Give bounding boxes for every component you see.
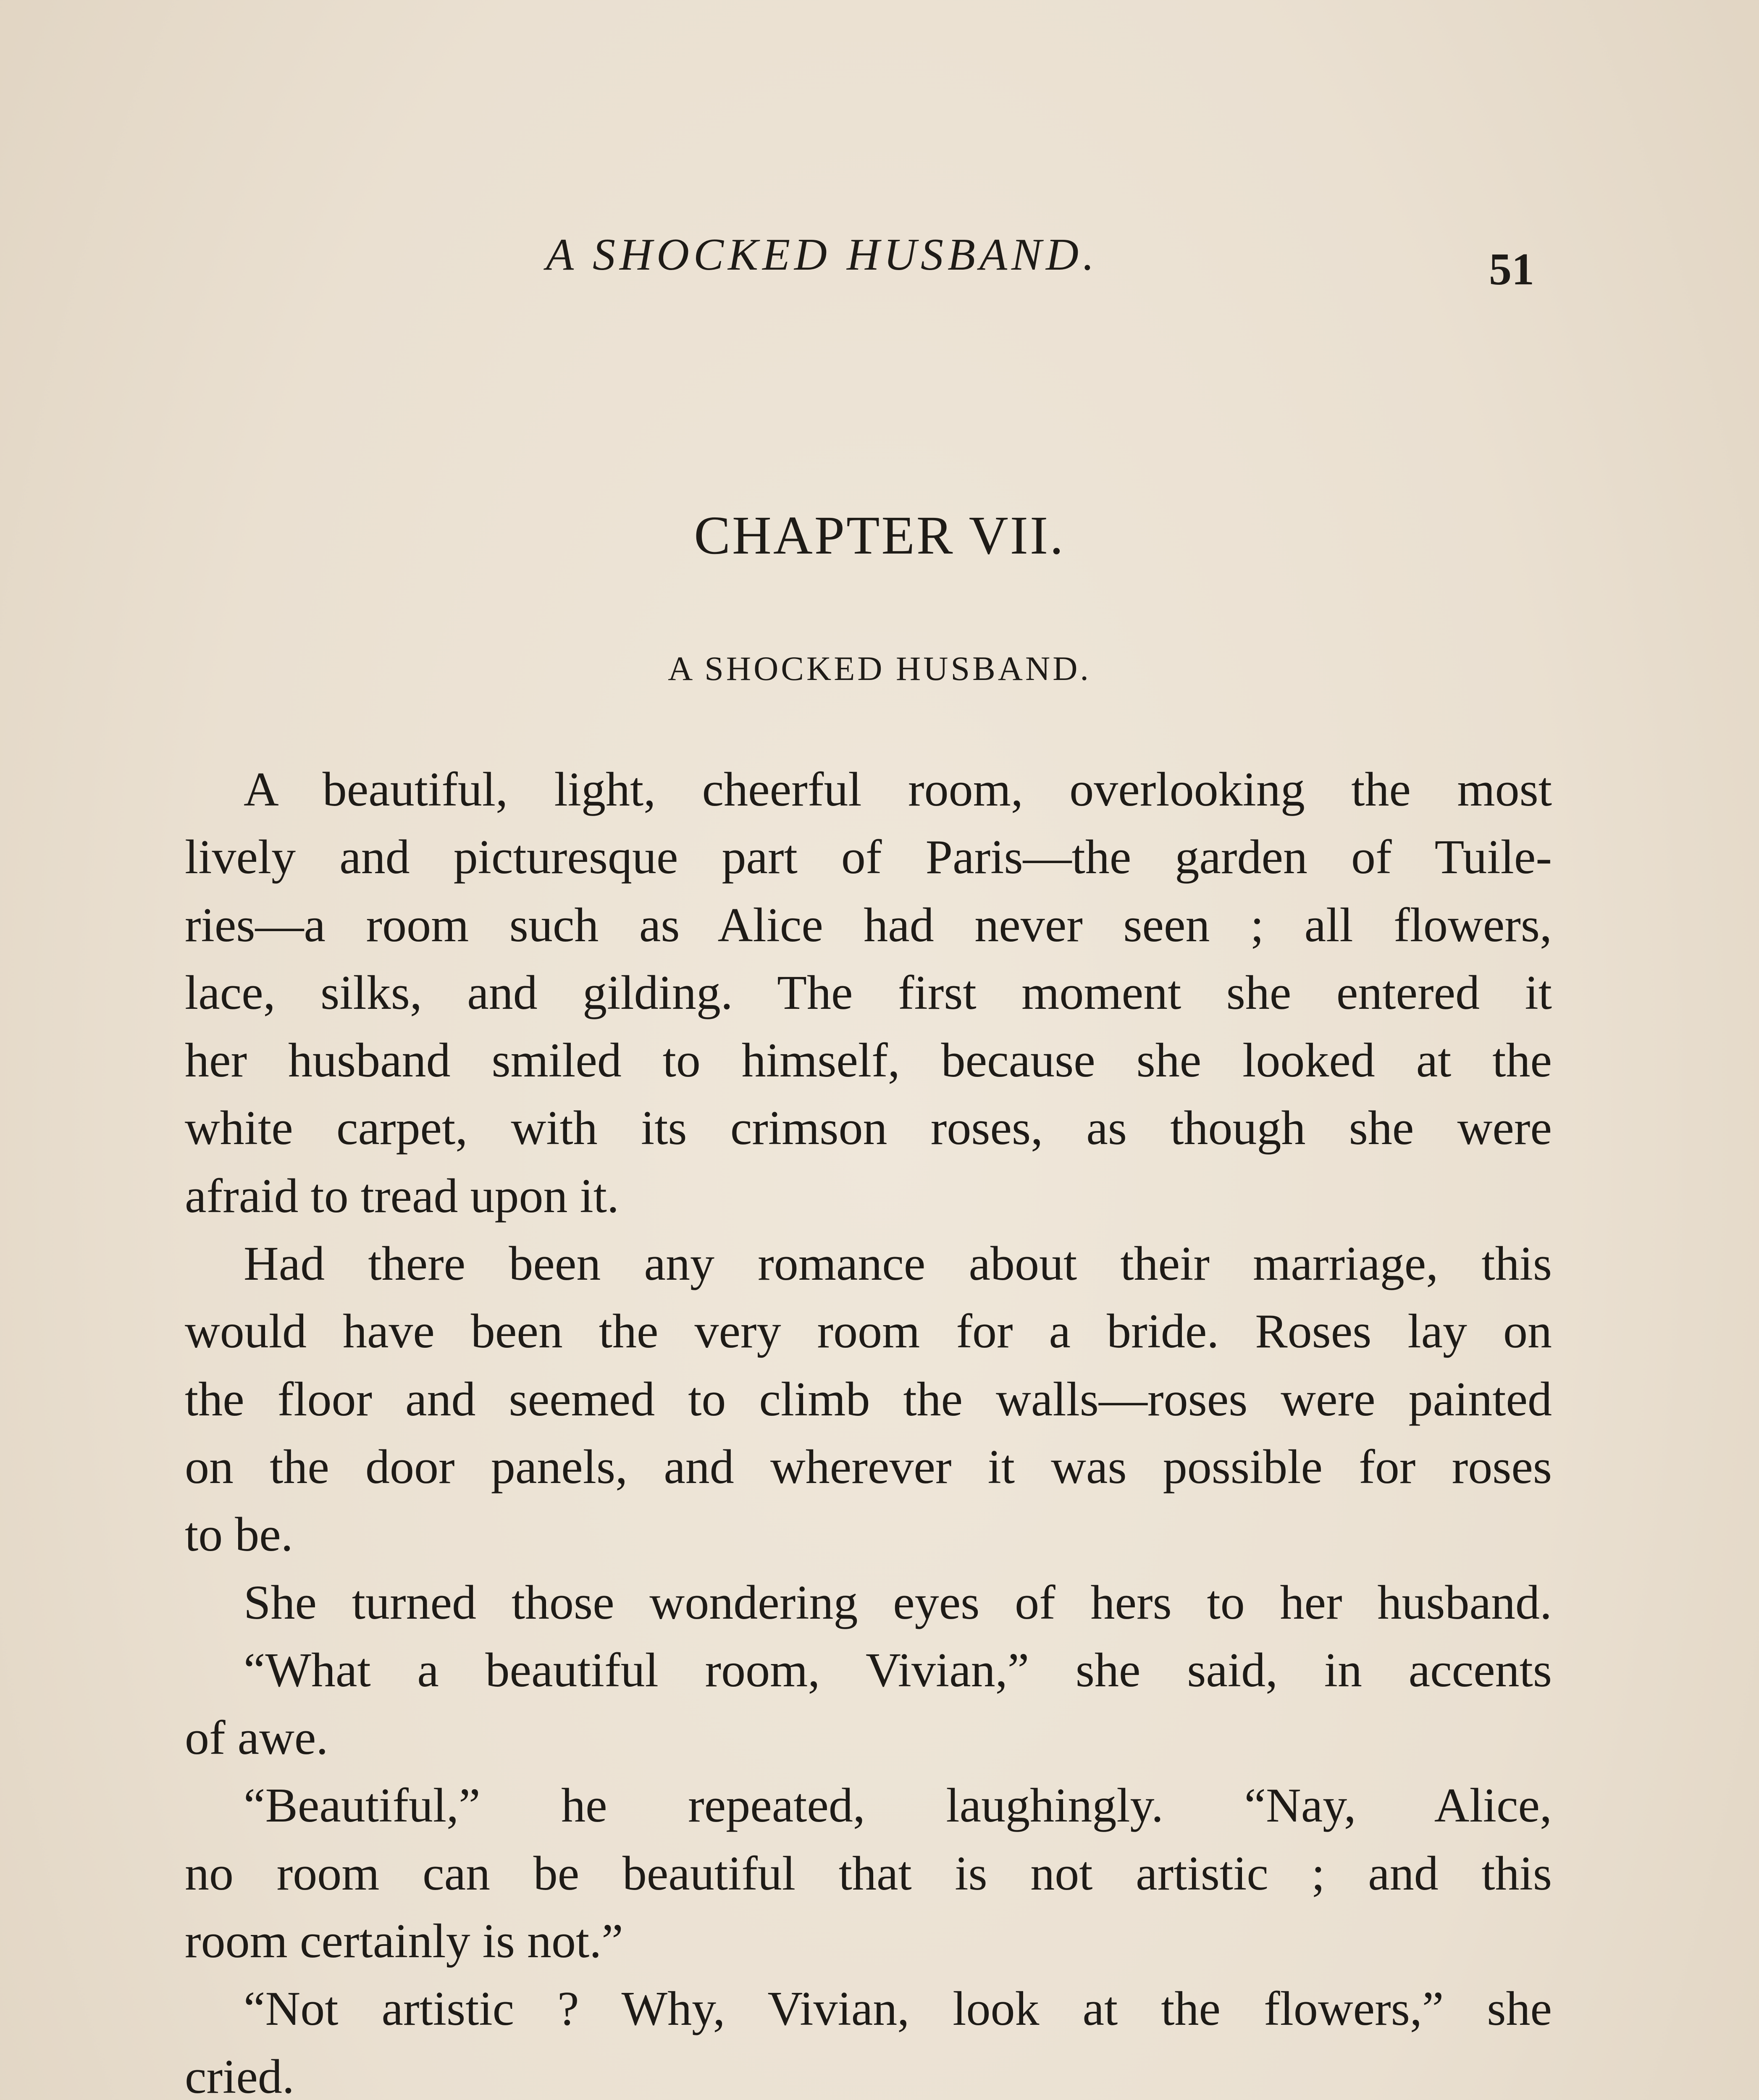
chapter-subtitle: A SHOCKED HUSBAND. bbox=[668, 649, 1091, 688]
text-line: “Not artistic ? Why, Vivian, look at the flowers,” she bbox=[244, 1982, 1552, 2036]
text-line: A beautiful, light, cheerful room, overlooking the most bbox=[244, 763, 1552, 816]
text-line: afraid to tread upon it. bbox=[185, 1169, 619, 1223]
body-text bbox=[185, 756, 1552, 2100]
text-line: on the door panels, and wherever it was possible for roses bbox=[185, 1440, 1552, 1494]
page-number: 51 bbox=[1489, 244, 1534, 294]
running-head: A SHOCKED HUSBAND. bbox=[546, 230, 1099, 280]
text-line: would have been the very room for a bride. Roses lay on bbox=[185, 1305, 1552, 1359]
text-line: of awe. bbox=[185, 1711, 328, 1765]
text-line: She turned those wondering eyes of hers to her husband. bbox=[244, 1575, 1552, 1630]
text-line: “Beautiful,” he repeated, laughingly. “Nay, Alice, bbox=[244, 1779, 1552, 1833]
text-line: Had there been any romance about their marriage, this bbox=[244, 1237, 1552, 1291]
text-line: to be. bbox=[185, 1508, 293, 1562]
text-line: the floor and seemed to climb the walls—roses were painted bbox=[185, 1372, 1552, 1426]
text-line: ries—a room such as Alice had never seen ; all flowers, bbox=[185, 898, 1552, 952]
text-line: “What a beautiful room, Vivian,” she said, in accents bbox=[244, 1643, 1552, 1697]
text-line: cried. bbox=[185, 2050, 294, 2100]
chapter-title: CHAPTER VII. bbox=[694, 505, 1065, 566]
text-line: lively and picturesque part of Paris—the garden of Tuile- bbox=[185, 830, 1552, 885]
text-line: room certainly is not.” bbox=[185, 1914, 623, 1969]
text-line: her husband smiled to himself, because she looked at the bbox=[185, 1034, 1552, 1088]
text-line: lace, silks, and gilding. The first moment she entered it bbox=[185, 966, 1552, 1020]
text-line: no room can be beautiful that is not artistic ; and this bbox=[185, 1846, 1552, 1900]
text-line: white carpet, with its crimson roses, as though she were bbox=[185, 1101, 1552, 1155]
